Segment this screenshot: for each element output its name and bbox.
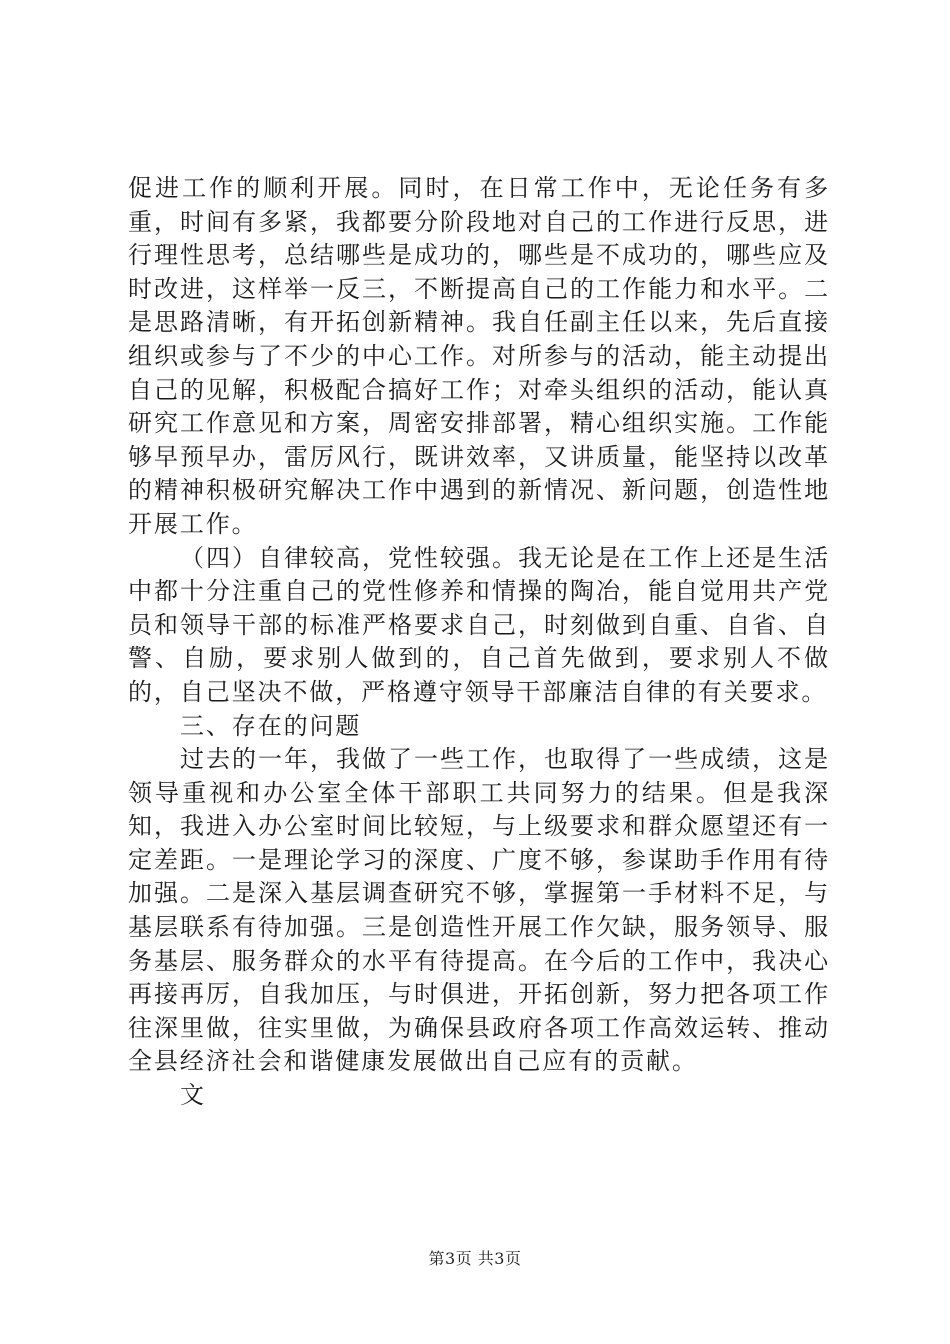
paragraph-problems: 过去的一年，我做了一些工作，也取得了一些成绩，这是领导重视和办公室全体干部职工共同努力的结果。但是我深知，我进入办公室时间比较短，与上级要求和群众愿望还有一定差距。一是理论学习的深度、广度不够，参谋助手作用有待加强。二是深入基层调查研究不够，掌握第一手材料不足，与基层联系有待加强。三是创造性开展工作欠缺，服务领导、服务基层、服务群众的水平有待提高。在今后的工作中，我决心再接再厉，自我加压，与时俱进，开拓创新，努力把各项工作往深里做，往实里做，为确保县政府各项工作高效运转、推动全县经济社会和谐健康发展做出自己应有的贡献。 xyxy=(128,745,830,1076)
paragraph-section-four: （四）自律较高，党性较强。我无论是在工作上还是生活中都十分注重自己的党性修养和情操的陶冶，能自觉用共产党员和领导干部的标准严格要求自己，时刻做到自重、自省、自警、自励，要求别人做到的，自己首先做到，要求别人不做的，自己坚决不做，严格遵守领导干部廉洁自律的有关要求。 xyxy=(128,543,830,706)
section-heading-problems: 三、存在的问题 xyxy=(180,711,362,740)
page-footer: 第3页 共3页 xyxy=(428,1249,522,1268)
document-body xyxy=(128,172,830,1113)
paragraph-continuation: 促进工作的顺利开展。同时，在日常工作中，无论任务有多重，时间有多紧，我都要分阶段地对自己的工作进行反思，进行理性思考，总结哪些是成功的，哪些是不成功的，哪些应及时改进，这样举一反三，不断提高自己的工作能力和水平。二是思路清晰，有开拓创新精神。我自任副主任以来，先后直接组织或参与了不少的中心工作。对所参与的活动，能主动提出自己的见解，积极配合搞好工作；对牵头组织的活动，能认真研究工作意见和方案，周密安排部署，精心组织实施。工作能够早预早办，雷厉风行，既讲效率，又讲质量，能坚持以改革的精神积极研究解决工作中遇到的新情况、新问题，创造性地开展工作。 xyxy=(128,174,830,538)
paragraph-trailing-char: 文 xyxy=(180,1081,206,1110)
